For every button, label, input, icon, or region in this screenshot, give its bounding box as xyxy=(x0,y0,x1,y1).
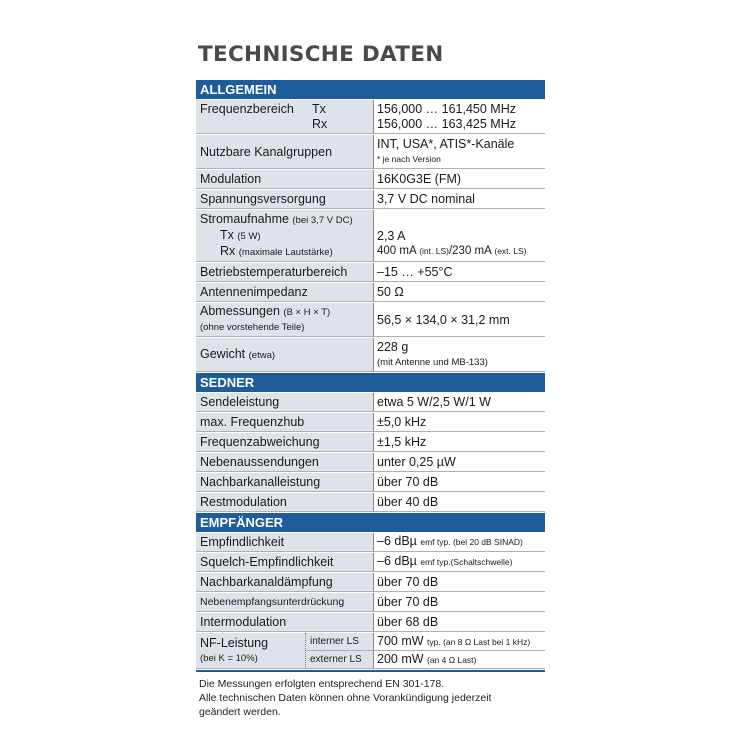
row-kanalgruppen xyxy=(196,135,545,170)
strom-rx-ext-small: (ext. LS) xyxy=(494,246,527,256)
footnote-3: geändert werden. xyxy=(199,706,281,718)
freq-tx-value: 156,000 … 161,450 MHz xyxy=(377,101,516,116)
sender-label: max. Frequenzhub xyxy=(196,413,373,432)
squelch-label: Squelch-Empfindlichkeit xyxy=(196,553,373,572)
strom-rx-value-ext: /230 mA xyxy=(448,245,492,257)
gew-note: (mit Antenne und MB-133) xyxy=(377,356,488,368)
section-header-allgemein: ALLGEMEIN xyxy=(196,80,545,99)
sender-label: Nebenaussendungen xyxy=(196,453,373,472)
freq-tx-label: Tx xyxy=(312,101,326,116)
sender-value: über 40 dB xyxy=(373,493,545,512)
nf-ext-value: 200 mW xyxy=(377,652,424,666)
page-title: TECHNISCHE DATEN xyxy=(198,42,444,67)
row-nachbarkanaldaempfung xyxy=(196,573,545,593)
section-header-empfaenger: EMPFÄNGER xyxy=(196,513,545,532)
mod-value: 16K0G3E (FM) xyxy=(373,170,545,189)
abm-note: (ohne vorstehende Teile) xyxy=(200,322,305,333)
sender-value: ±1,5 kHz xyxy=(373,433,545,452)
nachbar-value: über 70 dB xyxy=(373,573,545,592)
temp-value: –15 … +55°C xyxy=(373,263,545,282)
row-frequenzabweichung xyxy=(196,433,545,453)
row-antenne xyxy=(196,283,545,303)
row-nf-leistung xyxy=(196,633,545,670)
freq-rx-value: 156,000 … 163,425 MHz xyxy=(377,116,516,131)
section-header-sender: SEDNER xyxy=(196,373,545,392)
row-intermodulation xyxy=(196,613,545,633)
nf-int-value: 700 mW xyxy=(377,634,424,648)
spann-value: 3,7 V DC nominal xyxy=(373,190,545,209)
kanal-note: * je nach Version xyxy=(377,153,441,164)
sender-value: etwa 5 W/2,5 W/1 W xyxy=(373,393,545,412)
spec-table xyxy=(196,80,545,672)
abm-label-small: (B × H × T) xyxy=(283,307,331,318)
nf-note: (bei K = 10%) xyxy=(200,652,258,664)
neben-value: über 70 dB xyxy=(373,593,545,612)
nachbar-label: Nachbarkanaldämpfung xyxy=(196,573,373,592)
strom-rx-value-int: 400 mA xyxy=(377,245,416,257)
strom-rx-small: (maximale Lautstärke) xyxy=(238,246,333,258)
ant-value: 50 Ω xyxy=(373,283,545,302)
nf-ext-small: (an 4 Ω Last) xyxy=(427,655,477,665)
sender-label: Restmodulation xyxy=(196,493,373,512)
row-nebenempfang xyxy=(196,593,545,613)
empf-small: emf typ. (bei 20 dB SINAD) xyxy=(420,537,523,547)
row-sendeleistung xyxy=(196,393,545,413)
footnotes xyxy=(199,677,491,719)
nf-int-small: typ. (an 8 Ω Last bei 1 kHz) xyxy=(427,637,531,647)
row-spannung xyxy=(196,190,545,210)
row-restmodulation xyxy=(196,493,545,513)
strom-label: Stromaufnahme xyxy=(200,211,289,226)
empf-label: Empfindlichkeit xyxy=(196,533,373,552)
freq-rx-label: Rx xyxy=(312,116,328,131)
row-abmessungen xyxy=(196,303,545,338)
strom-label-small: (bei 3,7 V DC) xyxy=(292,214,353,226)
gew-value: 228 g xyxy=(377,339,409,354)
sender-value: über 70 dB xyxy=(373,473,545,492)
gew-label: Gewicht xyxy=(200,346,246,361)
footnote-1: Die Messungen erfolgten entsprechend EN 301-178. xyxy=(199,678,445,690)
row-empfindlichkeit xyxy=(196,533,545,553)
row-nachbarkanalleistung xyxy=(196,473,545,493)
strom-tx-label: Tx xyxy=(220,227,234,242)
nf-ext-label: externer LS xyxy=(306,651,373,669)
row-nebenaussendungen xyxy=(196,453,545,473)
gew-label-small: (etwa) xyxy=(248,349,276,361)
squelch-small: emf typ.(Schaltschwelle) xyxy=(420,557,513,567)
freq-label: Frequenzbereich xyxy=(200,101,294,116)
row-gewicht xyxy=(196,338,545,373)
row-stromaufnahme xyxy=(196,210,545,263)
nf-int-label: interner LS xyxy=(306,633,373,651)
temp-label: Betriebstemperaturbereich xyxy=(196,263,373,282)
row-temperatur xyxy=(196,263,545,283)
inter-label: Intermodulation xyxy=(196,613,373,632)
abm-value: 56,5 × 134,0 × 31,2 mm xyxy=(373,303,545,337)
strom-rx-label: Rx xyxy=(220,243,236,258)
footnote-2: Alle technischen Daten können ohne Vorankündigung jederzeit xyxy=(199,692,492,704)
row-frequenzhub xyxy=(196,413,545,433)
strom-tx-small: (5 W) xyxy=(237,230,261,242)
nf-label: NF-Leistung xyxy=(200,635,269,650)
inter-value: über 68 dB xyxy=(373,613,545,632)
spann-label: Spannungsversorgung xyxy=(196,190,373,209)
row-frequenzbereich xyxy=(196,100,545,135)
sender-value: ±5,0 kHz xyxy=(373,413,545,432)
kanal-value: INT, USA*, ATIS*-Kanäle xyxy=(377,136,515,151)
sender-label: Sendeleistung xyxy=(196,393,373,412)
sender-value: unter 0,25 µW xyxy=(373,453,545,472)
row-squelch xyxy=(196,553,545,573)
sender-label: Frequenzabweichung xyxy=(196,433,373,452)
empf-value: –6 dBµ xyxy=(377,534,417,548)
strom-tx-value: 2,3 A xyxy=(377,229,406,243)
kanal-label: Nutzbare Kanalgruppen xyxy=(196,135,373,169)
row-modulation xyxy=(196,170,545,190)
abm-label: Abmessungen xyxy=(200,304,280,318)
ant-label: Antennenimpedanz xyxy=(196,283,373,302)
strom-rx-int-small: (int. LS) xyxy=(419,246,449,256)
neben-label: Nebenempfangsunterdrückung xyxy=(196,593,373,612)
squelch-value: –6 dBµ xyxy=(377,554,417,568)
table-bottom-rule xyxy=(196,670,545,672)
mod-label: Modulation xyxy=(196,170,373,189)
sender-label: Nachbarkanalleistung xyxy=(196,473,373,492)
